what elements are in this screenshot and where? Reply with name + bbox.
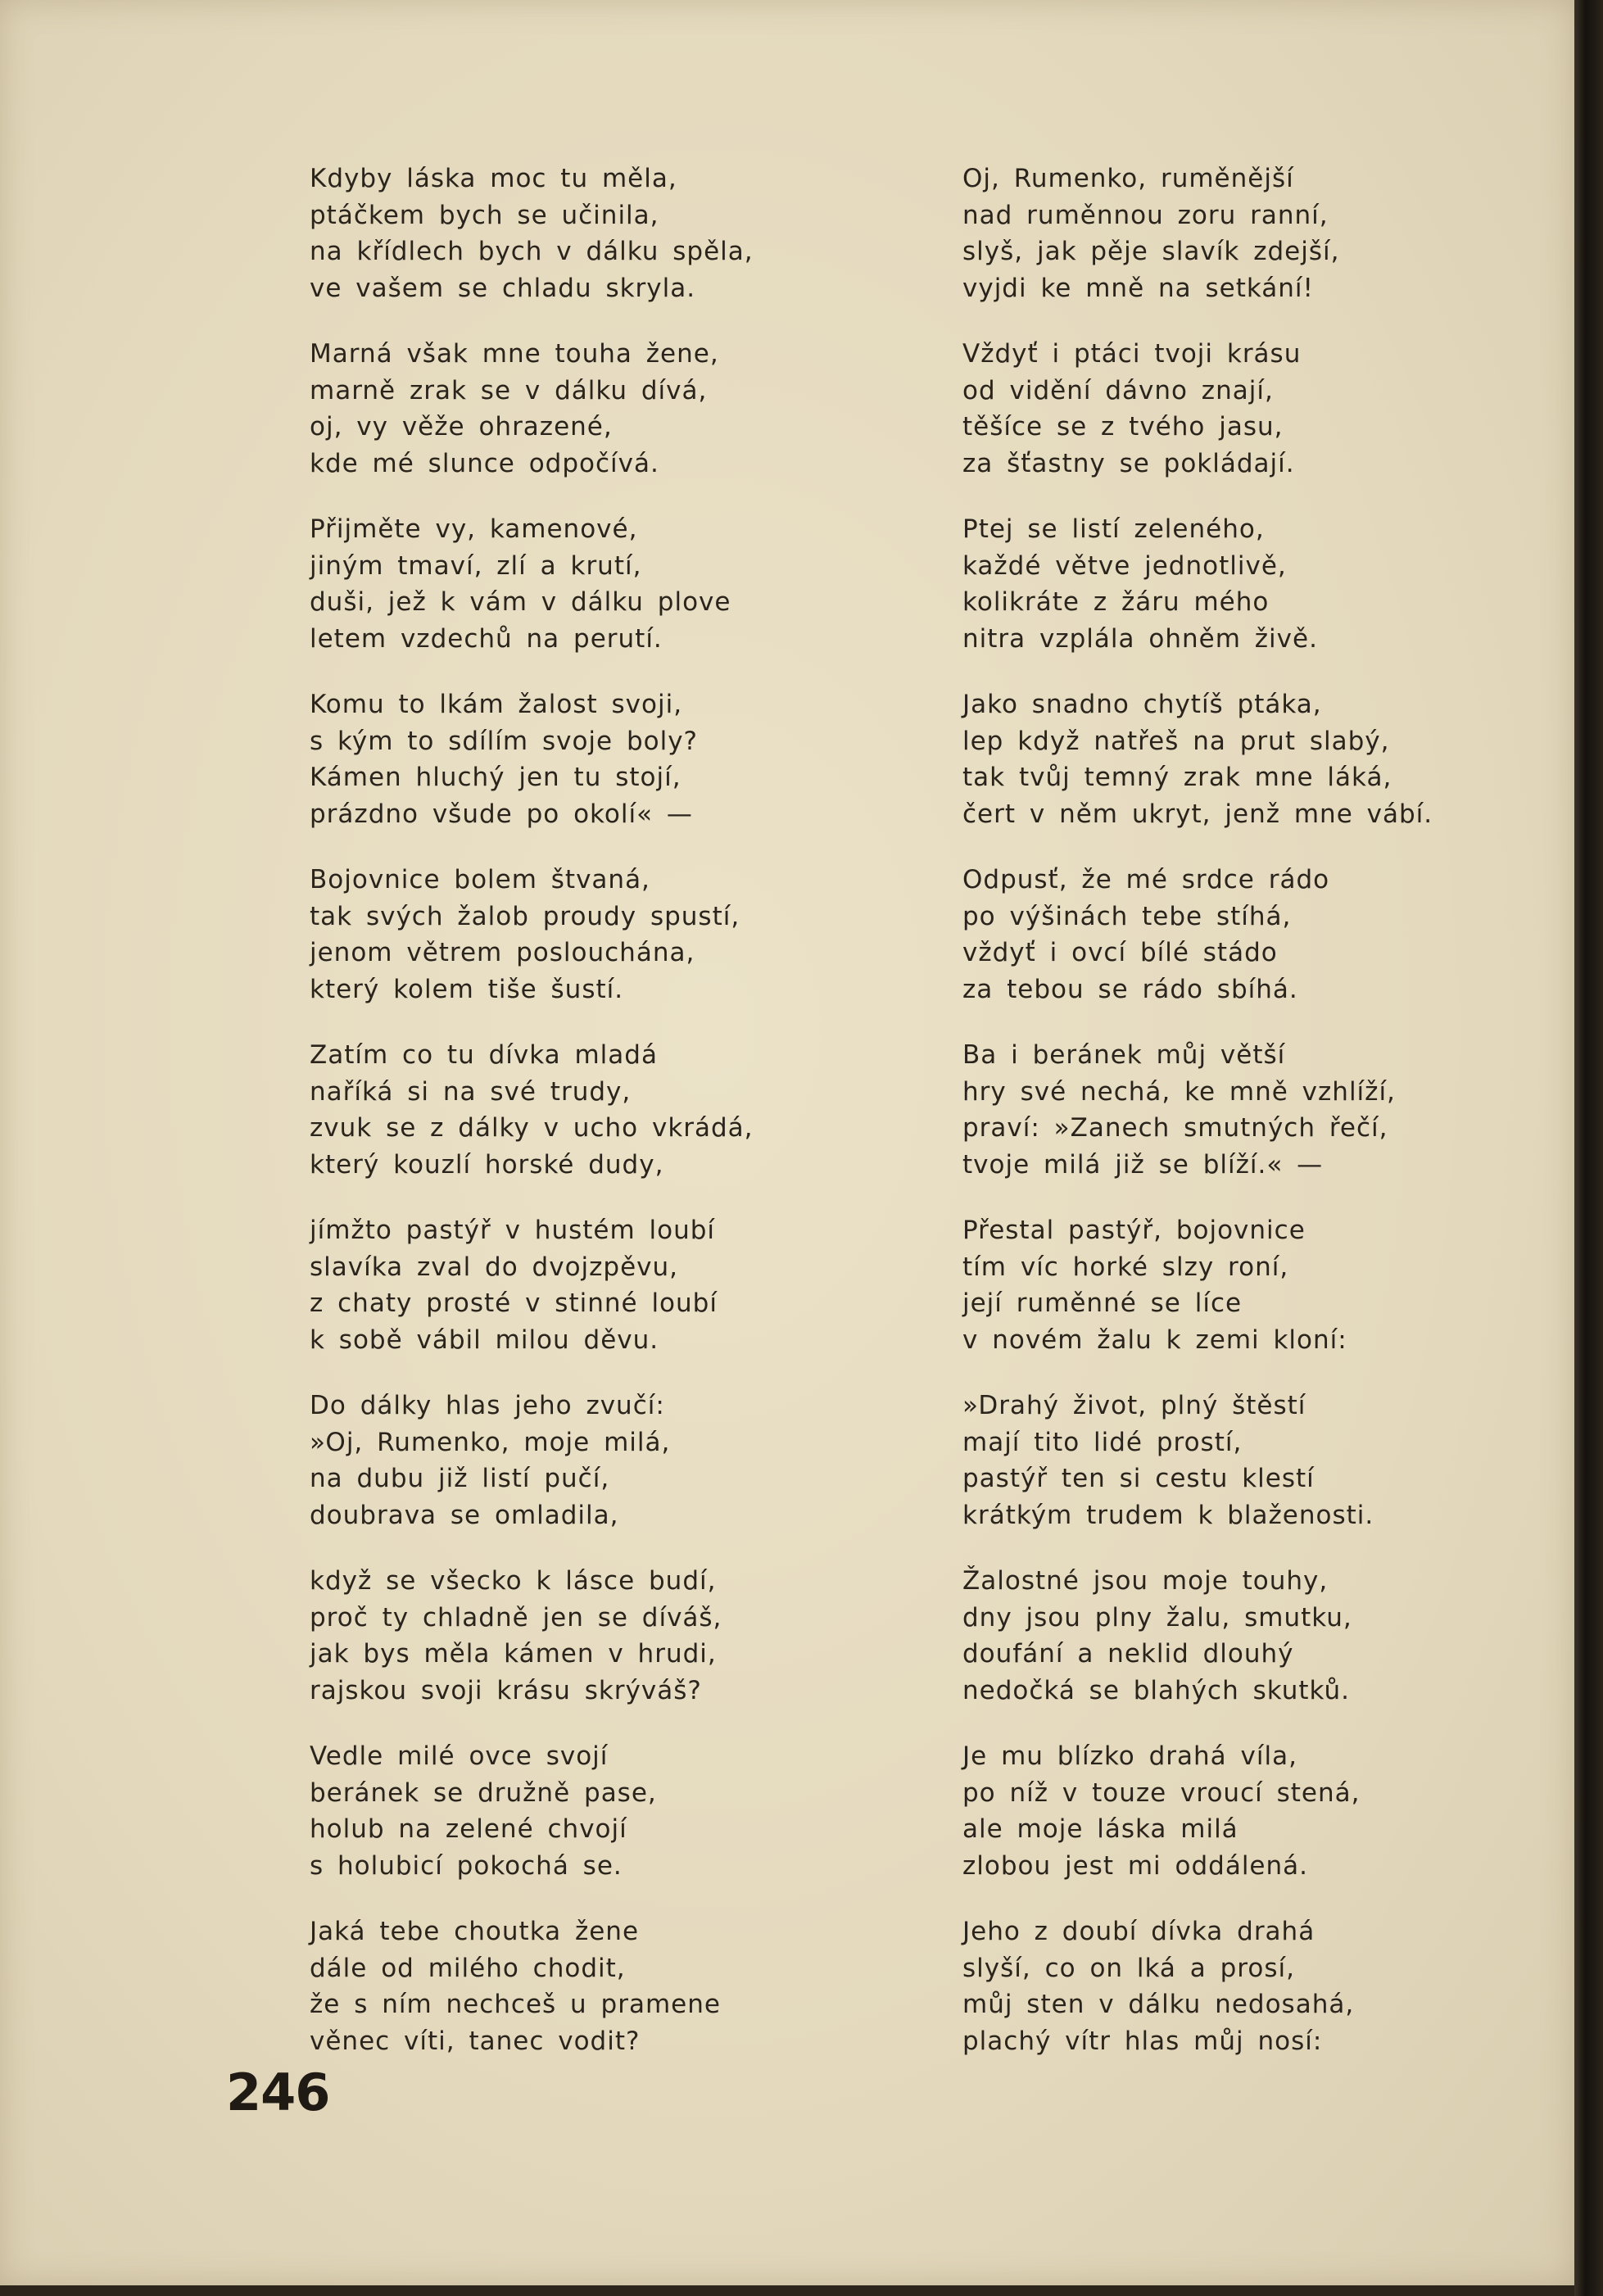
verse-line: Jako snadno chytíš ptáka, [962, 690, 1322, 719]
stanza [962, 1388, 1536, 1533]
verse-line: s holubicí pokochá se. [310, 1850, 623, 1881]
verse-line: můj sten v dálku nedosahá, [962, 1990, 1355, 2019]
verse-line: jak bys měla kámen v hrudi, [310, 1639, 717, 1669]
verse-line: hry své nechá, ke mně vzhlíží, [962, 1076, 1396, 1107]
verse-line: který kolem tiše šustí. [310, 974, 624, 1004]
verse-line: zlobou jest mi oddálená. [962, 1850, 1309, 1881]
verse-line: nad ruměnnou zoru ranní, [962, 200, 1329, 230]
verse-line: tak tvůj temný zrak mne láká, [962, 763, 1392, 792]
page-bottom-edge [0, 2285, 1574, 2296]
verse-line: Vždyť i ptáci tvoji krásu [962, 339, 1302, 369]
verse-line: rajskou svoji krásu skrýváš? [310, 1675, 702, 1705]
verse-line: pastýř ten si cestu klestí [962, 1464, 1315, 1493]
verse-line: ve vašem se chladu skryla. [310, 273, 696, 303]
stanza [962, 686, 1536, 832]
verse-line: jiným tmaví, zlí a krutí, [310, 550, 642, 581]
verse-line: v novém žalu k zemi kloní: [962, 1325, 1347, 1355]
verse-line: Ba i beránek můj větší [962, 1040, 1286, 1070]
right-poem-column [962, 161, 1536, 2089]
stanza [310, 336, 883, 482]
stanza [962, 336, 1536, 482]
verse-line: vždyť i ovcí bílé stádo [962, 938, 1278, 967]
verse-line: Do dálky hlas jeho zvučí: [310, 1391, 665, 1420]
verse-line: dny jsou plny žalu, smutku, [962, 1602, 1352, 1633]
verse-line: za tebou se rádo sbíhá. [962, 974, 1298, 1004]
verse-line: ptáčkem bych se učinila, [310, 200, 659, 230]
verse-line: Je mu blízko drahá víla, [962, 1741, 1297, 1771]
verse-line: s kým to sdílím svoje boly? [310, 726, 699, 756]
verse-line: Ptej se listí zeleného, [962, 514, 1265, 544]
stanza [962, 1738, 1536, 1884]
verse-line: »Drahý život, plný štěstí [962, 1391, 1306, 1420]
stanza [962, 1212, 1536, 1358]
verse-line: praví: »Zanech smutných řečí, [962, 1113, 1388, 1143]
verse-line: Žalostné jsou moje touhy, [962, 1566, 1329, 1596]
verse-line: mají tito lidé prostí, [962, 1427, 1243, 1457]
verse-line: zvuk se z dálky v ucho vkrádá, [310, 1113, 754, 1143]
verse-line: kolikráte z žáru mého [962, 587, 1270, 617]
verse-line: z chaty prosté v stinné loubí [310, 1288, 718, 1318]
verse-line: na křídlech bych v dálku spěla, [310, 237, 754, 266]
verse-line: slyš, jak pěje slavík zdejší, [962, 237, 1340, 266]
verse-line: tak svých žalob proudy spustí, [310, 901, 740, 931]
verse-line: jenom větrem poslouchána, [310, 938, 695, 967]
verse-line: Zatím co tu dívka mladá [310, 1040, 658, 1070]
page-edge-shadow [1574, 0, 1603, 2296]
verse-line: který kouzlí horské dudy, [310, 1149, 664, 1180]
verse-line: Jeho z doubí dívka drahá [962, 1917, 1315, 1946]
verse-line: jímžto pastýř v hustém loubí [310, 1216, 716, 1245]
stanza [310, 161, 883, 306]
verse-line: když se všecko k lásce budí, [310, 1566, 717, 1596]
stanza [962, 161, 1536, 306]
verse-line: Přijměte vy, kamenové, [310, 514, 638, 544]
verse-line: holub na zelené chvojí [310, 1814, 627, 1844]
verse-line: po níž v touze vroucí stená, [962, 1777, 1361, 1808]
stanza [962, 862, 1536, 1008]
verse-line: k sobě vábil milou děvu. [310, 1325, 659, 1355]
verse-line: doufání a neklid dlouhý [962, 1639, 1294, 1669]
stanza [310, 1037, 883, 1183]
verse-line: věnec víti, tanec vodit? [310, 2026, 641, 2056]
verse-line: nitra vzplála ohněm živě. [962, 623, 1318, 654]
verse-line: po výšinách tebe stíhá, [962, 901, 1292, 931]
verse-line: nedočká se blahých skutků. [962, 1675, 1351, 1705]
stanza [310, 1738, 883, 1884]
verse-line: těšíce se z tvého jasu, [962, 412, 1284, 442]
verse-line: tím víc horké slzy roní, [962, 1252, 1289, 1282]
stanza [310, 511, 883, 657]
verse-line: čert v něm ukryt, jenž mne vábí. [962, 799, 1433, 829]
verse-line: letem vzdechů na perutí. [310, 623, 663, 654]
stanza [310, 862, 883, 1008]
stanza [310, 1913, 883, 2059]
verse-line: lep když natřeš na prut slabý, [962, 726, 1390, 756]
verse-line: její ruměnné se líce [962, 1288, 1243, 1318]
stanza [962, 1037, 1536, 1183]
stanza [310, 686, 883, 832]
verse-line: Vedle milé ovce svojí [310, 1741, 609, 1771]
verse-line: slavíka zval do dvojzpěvu, [310, 1252, 679, 1282]
verse-line: Jaká tebe choutka žene [310, 1917, 640, 1946]
verse-line: Bojovnice bolem štvaná, [310, 865, 650, 894]
verse-line: Komu to lkám žalost svoji, [310, 690, 683, 719]
left-poem-column [310, 161, 883, 2089]
stanza [310, 1212, 883, 1358]
verse-line: prázdno všude po okolí« — [310, 799, 693, 829]
verse-line: od vidění dávno znají, [962, 375, 1274, 405]
verse-line: Oj, Rumenko, ruměnější [962, 164, 1294, 193]
verse-line: Marná však mne touha žene, [310, 339, 719, 369]
verse-line: beránek se družně pase, [310, 1777, 657, 1808]
verse-line: proč ty chladně jen se díváš, [310, 1602, 722, 1633]
verse-line: naříká si na své trudy, [310, 1076, 632, 1107]
verse-line: marně zrak se v dálku dívá, [310, 375, 708, 405]
verse-line: Kámen hluchý jen tu stojí, [310, 763, 682, 792]
verse-line: dále od milého chodit, [310, 1953, 626, 1983]
verse-line: Odpusť, že mé srdce rádo [962, 865, 1330, 894]
verse-line: Přestal pastýř, bojovnice [962, 1216, 1306, 1245]
verse-line: že s ním nechceš u pramene [310, 1990, 721, 2019]
verse-line: doubrava se omladila, [310, 1500, 619, 1530]
verse-line: krátkým trudem k blaženosti. [962, 1500, 1374, 1530]
stanza [310, 1388, 883, 1533]
stanza [310, 1563, 883, 1709]
verse-line: »Oj, Rumenko, moje milá, [310, 1427, 671, 1457]
verse-line: za šťastny se pokládají. [962, 448, 1295, 478]
verse-line: duši, jež k vám v dálku plove [310, 587, 731, 617]
verse-line: každé větve jednotlivě, [962, 550, 1287, 581]
stanza [962, 511, 1536, 657]
verse-line: oj, vy věže ohrazené, [310, 412, 613, 442]
stanza [962, 1563, 1536, 1709]
verse-line: tvoje milá již se blíží.« — [962, 1149, 1324, 1180]
verse-line: kde mé slunce odpočívá. [310, 448, 659, 478]
verse-line: vyjdi ke mně na setkání! [962, 273, 1314, 303]
verse-line: Kdyby láska moc tu měla, [310, 164, 677, 193]
verse-line: plachý vítr hlas můj nosí: [962, 2026, 1323, 2056]
verse-line: ale moje láska milá [962, 1814, 1238, 1844]
page-number: 246 [226, 2063, 330, 2122]
stanza [962, 1913, 1536, 2059]
verse-line: na dubu již listí pučí, [310, 1464, 610, 1493]
verse-line: slyší, co on lká a prosí, [962, 1953, 1295, 1983]
